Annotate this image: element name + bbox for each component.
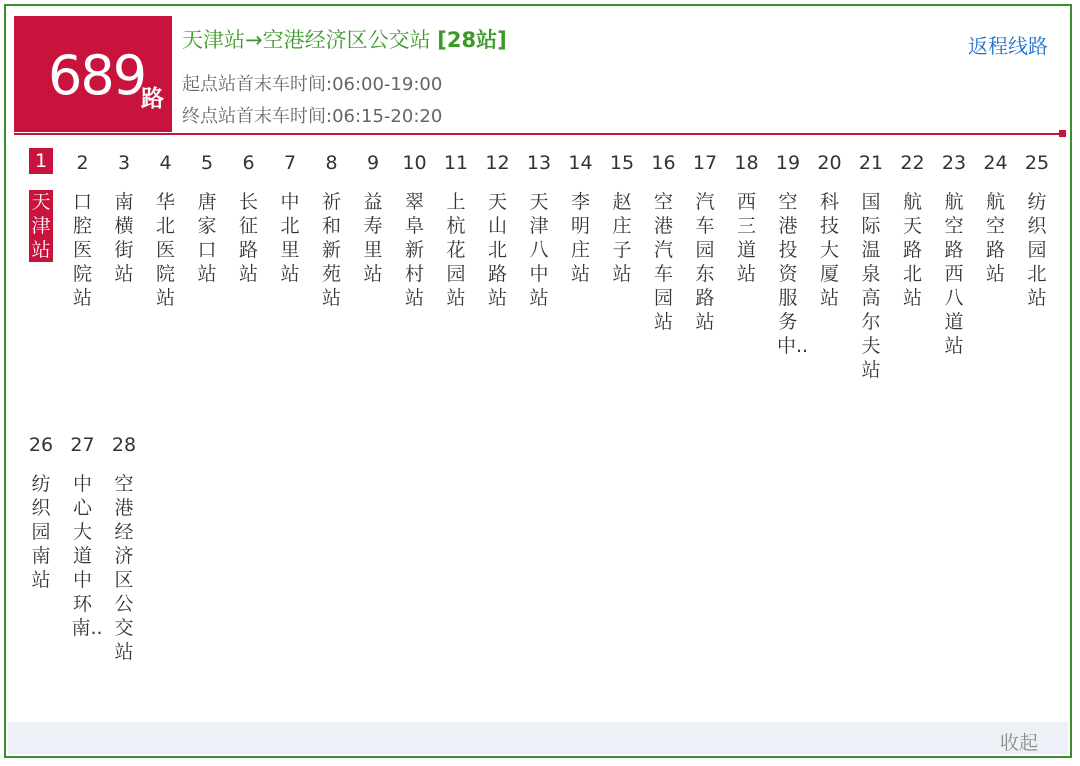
stop-item[interactable] <box>646 148 682 334</box>
first-stop-times: 起点站首末车时间:06:00-19:00 <box>182 74 443 95</box>
stop-number: 2 <box>76 152 89 174</box>
route-panel <box>4 4 1072 758</box>
stop-item[interactable] <box>314 148 350 310</box>
stop-number: 14 <box>568 152 593 174</box>
stop-number: 20 <box>817 152 842 174</box>
stop-item[interactable] <box>189 148 225 286</box>
stop-name: 祈和新苑站 <box>321 191 341 309</box>
stop-item[interactable] <box>438 148 474 310</box>
stop-number: 3 <box>117 152 131 174</box>
stop-name: 天津八中站 <box>529 191 549 309</box>
stop-number: 6 <box>242 152 255 174</box>
stop-name: 口腔医院站 <box>72 191 92 309</box>
stop-name: 科技大厦站 <box>819 191 839 309</box>
stop-item[interactable] <box>23 430 59 592</box>
stop-count: [28站] <box>437 28 507 52</box>
stop-number: 22 <box>900 152 925 174</box>
route-badge <box>14 16 172 132</box>
stop-number: 21 <box>858 152 884 174</box>
stop-item[interactable] <box>272 148 308 286</box>
stop-name: 益寿里站 <box>363 191 383 285</box>
header-divider-end <box>1059 130 1066 137</box>
stop-item[interactable] <box>687 148 723 334</box>
route-unit: 路 <box>141 86 164 112</box>
stop-name: 航天路北站 <box>902 191 922 309</box>
stop-number: 11 <box>443 152 469 174</box>
stop-name: 赵庄子站 <box>612 191 632 285</box>
stop-item[interactable] <box>65 430 101 640</box>
stop-number: 28 <box>111 434 137 456</box>
stop-name: 空港投资服务中.. <box>777 191 809 357</box>
stop-number: 17 <box>692 152 718 174</box>
stop-name: 纺织园北站 <box>1027 191 1047 309</box>
stop-number: 5 <box>200 152 214 174</box>
stop-number: 12 <box>485 152 510 174</box>
stop-item[interactable] <box>853 148 889 382</box>
stop-name: 南横街站 <box>114 191 134 285</box>
stop-name: 航空路西八道站 <box>944 191 964 357</box>
stop-name: 唐家口站 <box>197 191 217 285</box>
stop-item[interactable] <box>148 148 184 310</box>
stop-item[interactable] <box>521 148 557 310</box>
stop-item[interactable] <box>65 148 101 310</box>
stop-name: 纺织园南站 <box>31 473 51 591</box>
stop-number: 25 <box>1024 152 1050 174</box>
stop-item[interactable] <box>936 148 972 358</box>
stop-name: 航空路站 <box>985 191 1005 285</box>
stop-name: 天津站 <box>29 190 53 262</box>
stop-number: 4 <box>159 152 172 174</box>
stop-number: 1 <box>29 148 53 174</box>
stop-name: 空港汽车园站 <box>653 191 673 333</box>
stop-item[interactable] <box>563 148 599 286</box>
stop-name: 中北里站 <box>280 191 300 285</box>
return-route-link[interactable]: 返程线路 <box>968 34 1048 58</box>
stop-item[interactable] <box>397 148 433 310</box>
stop-item[interactable] <box>978 148 1014 286</box>
stop-number: 15 <box>609 152 635 174</box>
stop-item[interactable] <box>1019 148 1055 310</box>
header-divider <box>14 133 1064 135</box>
stop-item[interactable] <box>770 148 809 358</box>
stop-name: 天山北路站 <box>487 191 507 309</box>
stop-item[interactable] <box>23 148 59 262</box>
stop-item[interactable] <box>106 430 142 664</box>
stop-name: 西三道站 <box>736 191 756 285</box>
stop-number: 13 <box>526 152 552 174</box>
last-stop-times: 终点站首末车时间:06:15-20:20 <box>182 106 443 127</box>
stop-item[interactable] <box>604 148 640 286</box>
stop-number: 16 <box>651 152 676 174</box>
stop-number: 18 <box>734 152 759 174</box>
collapse-button[interactable]: 收起 <box>999 732 1038 754</box>
stop-name: 空港经济区公交站 <box>114 473 134 663</box>
stop-name: 汽车园东路站 <box>695 191 715 333</box>
route-title <box>182 24 507 54</box>
stop-number: 27 <box>70 434 95 456</box>
stop-name: 李明庄站 <box>570 191 590 285</box>
stop-number: 7 <box>283 152 297 174</box>
stop-item[interactable] <box>231 148 267 286</box>
footer-bar <box>8 722 1068 754</box>
stop-name: 中心大道中环南.. <box>71 473 103 639</box>
route-direction: 天津站→空港经济区公交站 <box>182 28 431 52</box>
stop-number: 26 <box>28 434 54 456</box>
stop-item[interactable] <box>355 148 391 286</box>
stop-name: 上杭花园站 <box>446 191 466 309</box>
stop-number: 10 <box>402 152 427 174</box>
stop-number: 24 <box>983 152 1008 174</box>
stop-item[interactable] <box>480 148 516 310</box>
stop-number: 9 <box>366 152 380 174</box>
stop-item[interactable] <box>812 148 848 310</box>
stop-item[interactable] <box>729 148 765 286</box>
stop-name: 国际温泉高尔夫站 <box>861 191 881 381</box>
stop-number: 23 <box>941 152 967 174</box>
stop-item[interactable] <box>895 148 931 310</box>
route-number: 689 <box>48 44 146 107</box>
stop-name: 华北医院站 <box>155 191 175 309</box>
stop-name: 长征路站 <box>238 191 258 285</box>
stop-name: 翠阜新村站 <box>404 191 424 309</box>
stop-item[interactable] <box>106 148 142 286</box>
stop-number: 19 <box>775 152 801 174</box>
stop-number: 8 <box>325 152 338 174</box>
